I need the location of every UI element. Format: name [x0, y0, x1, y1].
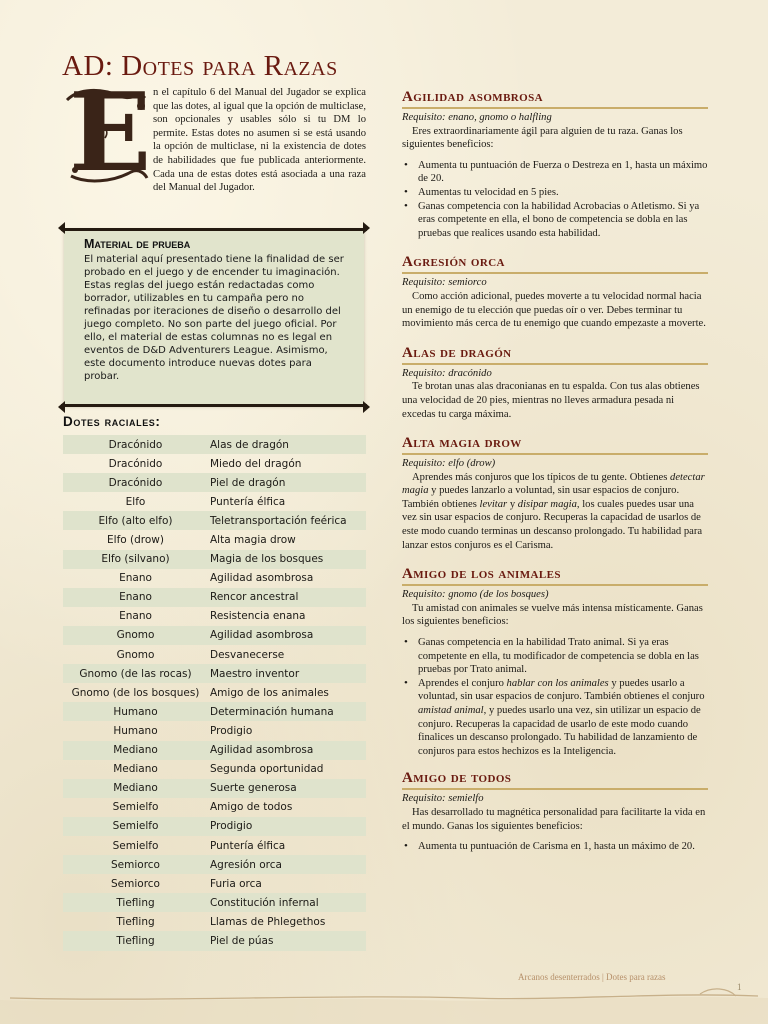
list-item: • Ganas competencia con la habilidad Acrobacias o Atletismo. Si ya eras competente en ella, el bono de competencia se dobla en las pruebas que realices usando esta habilidad.: [402, 200, 708, 241]
feat-cell: Constitución infernal: [210, 896, 319, 909]
table-row: [63, 664, 366, 683]
page-title: AD: Dotes para Razas: [62, 50, 338, 82]
table-row: [63, 702, 366, 721]
feat-cell: Rencor ancestral: [210, 591, 299, 604]
feat-agilidad-asombrosa: [402, 89, 708, 240]
feat-cell: Teletransportación feérica: [210, 514, 347, 527]
race-cell: Semiorco: [111, 877, 160, 890]
feat-requirement: Requisito: enano, gnomo o halfling: [402, 112, 552, 123]
feat-benefits-list: [402, 636, 708, 758]
note-title: Material de prueba: [84, 237, 191, 251]
race-cell: Gnomo: [116, 629, 155, 642]
list-item: • Ganas competencia en la habilidad Trato animal. Si ya eras competente en ella, tu modificador de competencia se dobla en las pruebas por Trato animal.: [402, 636, 708, 677]
left-column: [61, 70, 366, 196]
race-cell: Dracónido: [108, 457, 163, 470]
race-cell: Humano: [113, 705, 158, 718]
table-row: [63, 569, 366, 588]
feat-description: Tu amistad con animales se vuelve más intensa místicamente. Ganas los siguientes beneficios:: [402, 602, 703, 628]
feat-heading: Agilidad asombrosa: [402, 89, 708, 109]
feat-cell: Desvanecerse: [210, 648, 285, 661]
race-cell: Gnomo (de las rocas): [79, 667, 192, 680]
race-cell: Dracónido: [108, 476, 163, 489]
table-row: [63, 931, 366, 950]
table-row: [63, 912, 366, 931]
table-row: [63, 511, 366, 530]
table-row: [63, 817, 366, 836]
dropcap-ornament: [61, 70, 150, 196]
race-cell: Semielfo: [112, 839, 159, 852]
feat-cell: Amigo de los animales: [210, 686, 329, 699]
table-row: [63, 683, 366, 702]
feat-heading: Alta magia drow: [402, 435, 708, 455]
table-row: [63, 798, 366, 817]
feat-cell: Agilidad asombrosa: [210, 629, 314, 642]
table-row: [63, 530, 366, 549]
race-cell: Semielfo: [112, 820, 159, 833]
feat-amigo-de-todos: [402, 770, 708, 853]
feat-cell: Llamas de Phlegethos: [210, 915, 326, 928]
list-item: • Aprendes el conjuro hablar con los animales y puedes usarlo a voluntad, sin usar espacios de conjuro. También obtienes el conjuro amistad animal, y puedes usarlo una vez, sin utilizar un espacio de conjuro. Recuperas la capacidad de usarlo de este modo cuando finalices un descanso prolongado. Tu habilidad de lanzamiento de conjuros para estos hechizos es la Inteligencia.: [402, 677, 708, 759]
table-row: [63, 626, 366, 645]
feat-benefits-list: [402, 159, 708, 241]
table-title: Dotes raciales:: [63, 414, 161, 429]
note-body: El material aquí presentado tiene la finalidad de ser probado en el juego y de encender tu imaginación. Estas reglas del juego están redactadas como borrador, utilizables en tu campaña pero no refinadas por iteraciones de diseño o desarrollo del juego completo. No son parte del juego oficial. Por ello, el material de estas columnas no es legal en eventos de D&D Adventurers League. Asimismo, este documento introduce nuevas dotes para probar.: [84, 254, 344, 382]
table-row: [63, 645, 366, 664]
feat-cell: Piel de dragón: [210, 476, 286, 489]
feat-heading: Agresión orca: [402, 254, 708, 274]
table-row: [63, 836, 366, 855]
feat-cell: Maestro inventor: [210, 667, 300, 680]
race-cell: Mediano: [113, 744, 158, 757]
feat-agresion-orca: [402, 254, 708, 330]
table-row: [63, 779, 366, 798]
feat-cell: Determinación humana: [210, 705, 334, 718]
right-column: [402, 89, 708, 854]
playtest-note-box: [64, 229, 364, 406]
feat-heading: Alas de dragón: [402, 345, 708, 365]
race-cell: Tiefling: [116, 915, 155, 928]
race-cell: Tiefling: [116, 934, 155, 947]
feat-cell: Alas de dragón: [210, 438, 289, 451]
intro-paragraph: [61, 70, 366, 196]
race-cell: Mediano: [113, 782, 158, 795]
table-row: [63, 454, 366, 473]
feat-alas-de-dragon: [402, 345, 708, 421]
feat-cell: Resistencia enana: [210, 610, 306, 623]
feat-description: Te brotan unas alas draconianas en tu espalda. Con tus alas obtienes una velocidad de 20 pies, mientras no lleves armadura pesada ni excedas tu carga máxima.: [402, 381, 700, 420]
race-cell: Semielfo: [112, 801, 159, 814]
feat-cell: Alta magia drow: [210, 534, 296, 547]
feat-amigo-de-los-animales: [402, 566, 708, 758]
feat-cell: Furia orca: [210, 877, 262, 890]
table-row: [63, 550, 366, 569]
race-cell: Gnomo: [116, 648, 155, 661]
table-row: [63, 473, 366, 492]
table-row: [63, 893, 366, 912]
table-row: [63, 874, 366, 893]
feat-cell: Suerte generosa: [210, 782, 297, 795]
feat-cell: Piel de púas: [210, 934, 274, 947]
table-row: [63, 492, 366, 511]
feat-description: Eres extraordinariamente ágil para alguien de tu raza. Ganas los siguientes beneficios:: [402, 125, 683, 151]
feat-description: Como acción adicional, puedes moverte a tu velocidad normal hacia un enemigo de tu elección que puedas oír o ver. Debes terminar tu movimiento más cerca de tu enemigo que cuando empezaste a moverte.: [402, 290, 706, 330]
table-row: [63, 588, 366, 607]
race-cell: Semiorco: [111, 858, 160, 871]
racial-feats-table: [63, 435, 366, 951]
feat-cell: Miedo del dragón: [210, 457, 302, 470]
feat-cell: Magia de los bosques: [210, 553, 324, 566]
table-row: [63, 721, 366, 740]
feat-cell: Amigo de todos: [210, 801, 293, 814]
race-cell: Enano: [119, 572, 152, 585]
race-cell: Elfo (silvano): [101, 553, 170, 566]
feat-cell: Prodigio: [210, 820, 253, 833]
feat-cell: Puntería élfica: [210, 495, 286, 508]
page-border-ornament-icon: [0, 986, 768, 1024]
table-row: [63, 741, 366, 760]
feat-requirement: Requisito: gnomo (de los bosques): [402, 589, 549, 601]
race-cell: Elfo (alto elfo): [98, 514, 173, 527]
feat-description: Has desarrollado tu magnética personalidad para facilitarte la vida en el mundo. Ganas los siguientes beneficios:: [402, 806, 706, 832]
list-item: • Aumenta tu puntuación de Fuerza o Destreza en 1, hasta un máximo de 20.: [402, 159, 708, 186]
feat-cell: Prodigio: [210, 724, 253, 737]
feat-alta-magia-drow: [402, 435, 708, 552]
feat-requirement: Requisito: dracónido: [402, 367, 492, 379]
feat-benefits-list: [402, 840, 708, 854]
race-cell: Mediano: [113, 763, 158, 776]
list-item: • Aumenta tu puntuación de Carisma en 1, hasta un máximo de 20.: [402, 840, 708, 854]
race-cell: Humano: [113, 724, 158, 737]
race-cell: Gnomo (de los bosques): [71, 686, 200, 699]
dropcap-letter: E: [69, 70, 150, 196]
feat-requirement: Requisito: semielfo: [402, 793, 484, 805]
feat-heading: Amigo de los animales: [402, 566, 708, 586]
feat-requirement: Requisito: semiorco: [402, 277, 487, 289]
race-cell: Elfo (drow): [107, 534, 164, 547]
feat-cell: Agilidad asombrosa: [210, 572, 314, 585]
list-item: • Aumentas tu velocidad en 5 pies.: [402, 186, 708, 200]
table-row: [63, 607, 366, 626]
race-cell: Tiefling: [116, 896, 155, 909]
race-cell: Dracónido: [108, 438, 163, 451]
table-row: [63, 760, 366, 779]
feat-heading: Amigo de todos: [402, 770, 708, 790]
race-cell: Elfo: [125, 495, 146, 508]
table-row: [63, 855, 366, 874]
intro-text: n el capítulo 6 del Manual del Jugador se explica que las dotes, al igual que la opción de multiclase, son opcionales y usables sólo si tu DM lo permite. Estas dotes no asumen si se está usando la opción de multiclase, ni la existencia de dotes de habilidades que fue publicada anteriormente. Cada una de estas dotes está asociada a una raza del Manual del Jugador.: [153, 87, 366, 194]
footer-text: Arcanos desenterrados | Dotes para razas: [518, 972, 666, 982]
race-cell: Enano: [119, 610, 152, 623]
feat-cell: Puntería élfica: [210, 839, 286, 852]
feat-requirement: Requisito: elfo (drow): [402, 458, 496, 470]
table-row: [63, 435, 366, 454]
page-number: 1: [737, 982, 742, 992]
feat-cell: Segunda oportunidad: [210, 763, 324, 776]
feat-cell: Agilidad asombrosa: [210, 744, 314, 757]
feat-description: Aprendes más conjuros que los típicos de tu gente. Obtienes detectar magia y puedes lanzarlo a voluntad, sin usar espacios de conjuro. También obtienes levitar y disipar magia, los cuales puedes usar una vez sin usar espacios de conjuro. Recuperas la capacidad de usarlos de este modo cuando terminas un descanso prolongado. Tu habilidad para lanzar estos conjuros es el Carisma.: [402, 471, 705, 551]
feat-cell: Agresión orca: [210, 858, 282, 871]
race-cell: Enano: [119, 591, 152, 604]
